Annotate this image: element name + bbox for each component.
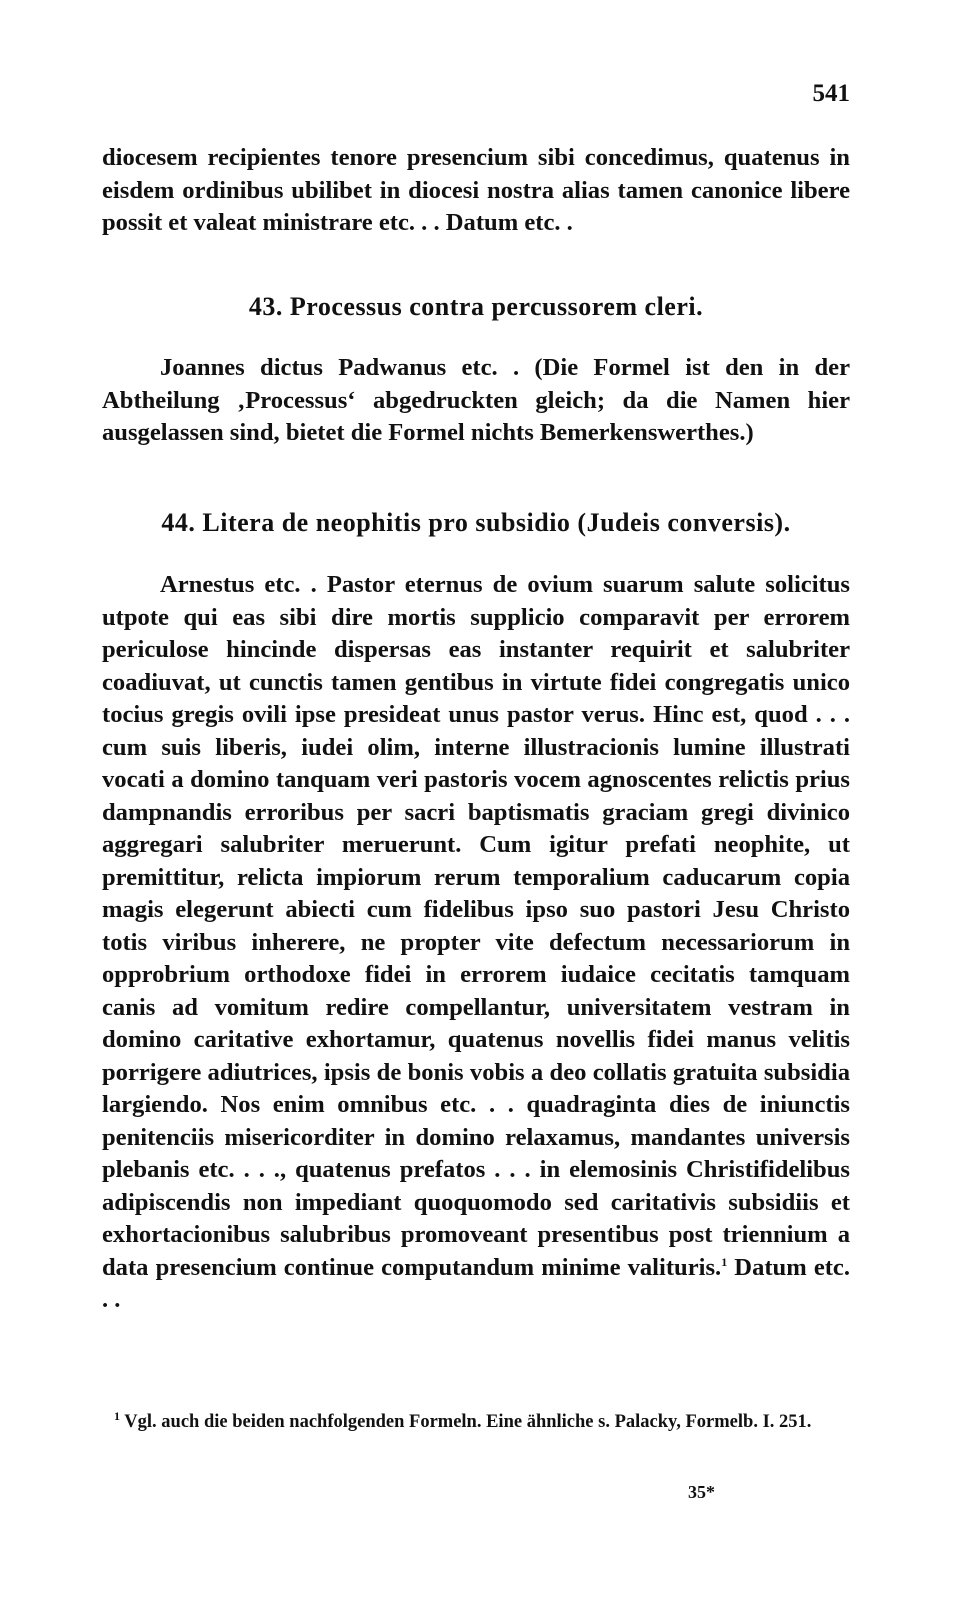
section-heading-44: 44. Litera de neophitis pro subsidio (Judeis conversis). [161,508,791,537]
paragraph-3-text: Arnestus etc. . Pastor eternus de ovium suarum salute solicitus utpote qui eas sibi dire mortis supplicio comparavit per errorem periculose hincinde dispersas eas instanter requirit et salubriter coadiuvat, ut cunctis tamen gentibus in virtute fidei congregatis unico tocius gregis ovili ipse presideat unus pastor verus. Hinc est, quod . . . cum suis liberis, iudei olim, interne illustracionis lumine illustrati vocati a domino tanquam veri pastoris vocem agnoscentes relictis prius dampnandis erroribus per sacri baptismatis graciam gregi divinico aggregari salubriter meruerunt. Cum igitur prefati neophite, ut premittitur, relicta impiorum rerum temporalium caducarum copia magis elegerunt abiecti cum fidelibus ipso suo pastori Jesu Christo totis viribus inherere, ne propter vite defectum necessariorum in opprobrium orthodoxe fidei in errorem iudaice cecitatis tamquam canis ad vomitum redire compellantur, universitatem vestram in domino caritative exhortamur, quatenus novellis fidei manus velitis porrigere adiutrices, ipsis de bonis vobis a deo collatis gratuita subsidia largiendo. Nos enim omnibus etc. . . quadraginta dies de iniunctis penitenciis misericorditer in domino relaxamus, mandantes universis plebanis etc. . . ., quatenus prefatos . . . in elemosinis Christifidelibus adipiscendis non impediant quoquomodo sed caritativis subsidiis et exhortacionibus salubribus promoveant presentibus post triennium a data presencium continue computandum minime valituris. [102,571,850,1281]
footnote [102,1409,850,1435]
footnote-marker: 1 [114,1408,120,1423]
footnote-reference: 1 [721,1254,728,1269]
page-number: 541 [812,80,850,107]
paragraph-continuation [102,142,850,240]
footnote-text: Vgl. auch die beiden nachfolgenden Formeln. Eine ähnliche s. Palacky, Formelb. I. 251. [124,1412,812,1432]
paragraph-1-text: diocesem recipientes tenore presencium sibi concedimus, quatenus in eisdem ordinibus ubilibet in diocesi nostra alias tamen canonice libere possit et valeat ministrare etc. . . Datum etc. . [102,144,850,236]
paragraph-43 [102,352,850,450]
paragraph-3-end: Datum etc. . . [102,1253,850,1313]
signature-mark: 35* [688,1482,715,1502]
paragraph-44 [102,569,850,1317]
section-heading-43: 43. Processus contra percussorem cleri. [248,292,704,321]
paragraph-2-text: Joannes dictus Padwanus etc. . (Die Formel ist den in der Abtheilung ‚Processus‘ abgedruckten gleich; da die Namen hier ausgelassen sind, bietet die Formel nichts Bemerkenswerthes.) [102,354,850,446]
